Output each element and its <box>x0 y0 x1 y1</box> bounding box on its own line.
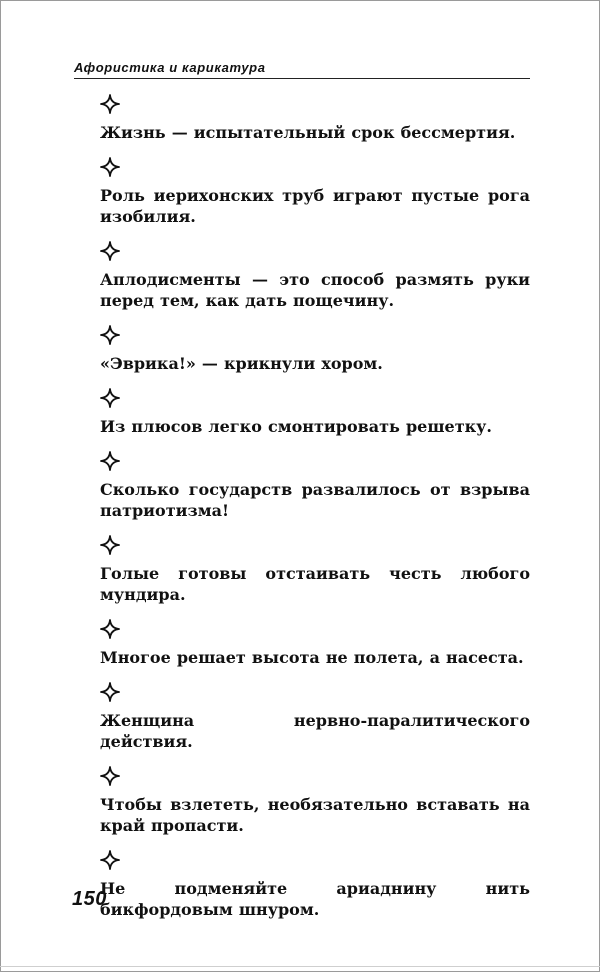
four-pointed-star-icon <box>100 325 120 345</box>
four-pointed-star-icon <box>100 451 120 471</box>
four-pointed-star-icon <box>100 619 120 639</box>
four-pointed-star-icon <box>100 157 120 177</box>
running-header <box>74 60 530 84</box>
page-bottom-edge <box>0 966 600 967</box>
aphorism-text: Сколько государств развалилось от взрыва патриотизма! <box>100 480 530 520</box>
aphorism-entry <box>100 535 530 605</box>
aphorism-text: Женщина нервно-паралитического действия. <box>100 711 530 751</box>
aphorism-entry <box>100 157 530 227</box>
header-rule <box>74 78 530 79</box>
four-pointed-star-icon <box>100 682 120 702</box>
aphorism-list <box>100 94 530 934</box>
aphorism-text: Голые готовы отстаивать честь любого мундира. <box>100 564 530 604</box>
four-pointed-star-icon <box>100 241 120 261</box>
aphorism-entry <box>100 451 530 521</box>
aphorism-text: Чтобы взлететь, необязательно вставать на край пропасти. <box>100 795 530 835</box>
aphorism-entry <box>100 94 530 143</box>
aphorism-text: Многое решает высота не полета, а насеста. <box>100 648 524 667</box>
aphorism-text: Жизнь — испытательный срок бессмертия. <box>100 123 516 142</box>
aphorism-text: Из плюсов легко смонтировать решетку. <box>100 417 492 436</box>
aphorism-entry <box>100 682 530 752</box>
aphorism-text: Не подменяйте ариаднину нить бикфордовым шнуром. <box>100 879 530 919</box>
four-pointed-star-icon <box>100 388 120 408</box>
aphorism-entry <box>100 850 530 920</box>
page-number: 150 <box>72 888 107 910</box>
aphorism-text: Аплодисменты — это способ размять руки перед тем, как дать пощечину. <box>100 270 530 310</box>
aphorism-entry <box>100 388 530 437</box>
aphorism-entry <box>100 325 530 374</box>
aphorism-entry <box>100 619 530 668</box>
aphorism-text: Роль иерихонских труб играют пустые рога изобилия. <box>100 186 530 226</box>
four-pointed-star-icon <box>100 535 120 555</box>
aphorism-text: «Эврика!» — крикнули хором. <box>100 354 383 373</box>
four-pointed-star-icon <box>100 850 120 870</box>
four-pointed-star-icon <box>100 94 120 114</box>
four-pointed-star-icon <box>100 766 120 786</box>
aphorism-entry <box>100 241 530 311</box>
aphorism-entry <box>100 766 530 836</box>
header-title: Афористика и карикатура <box>74 60 266 75</box>
